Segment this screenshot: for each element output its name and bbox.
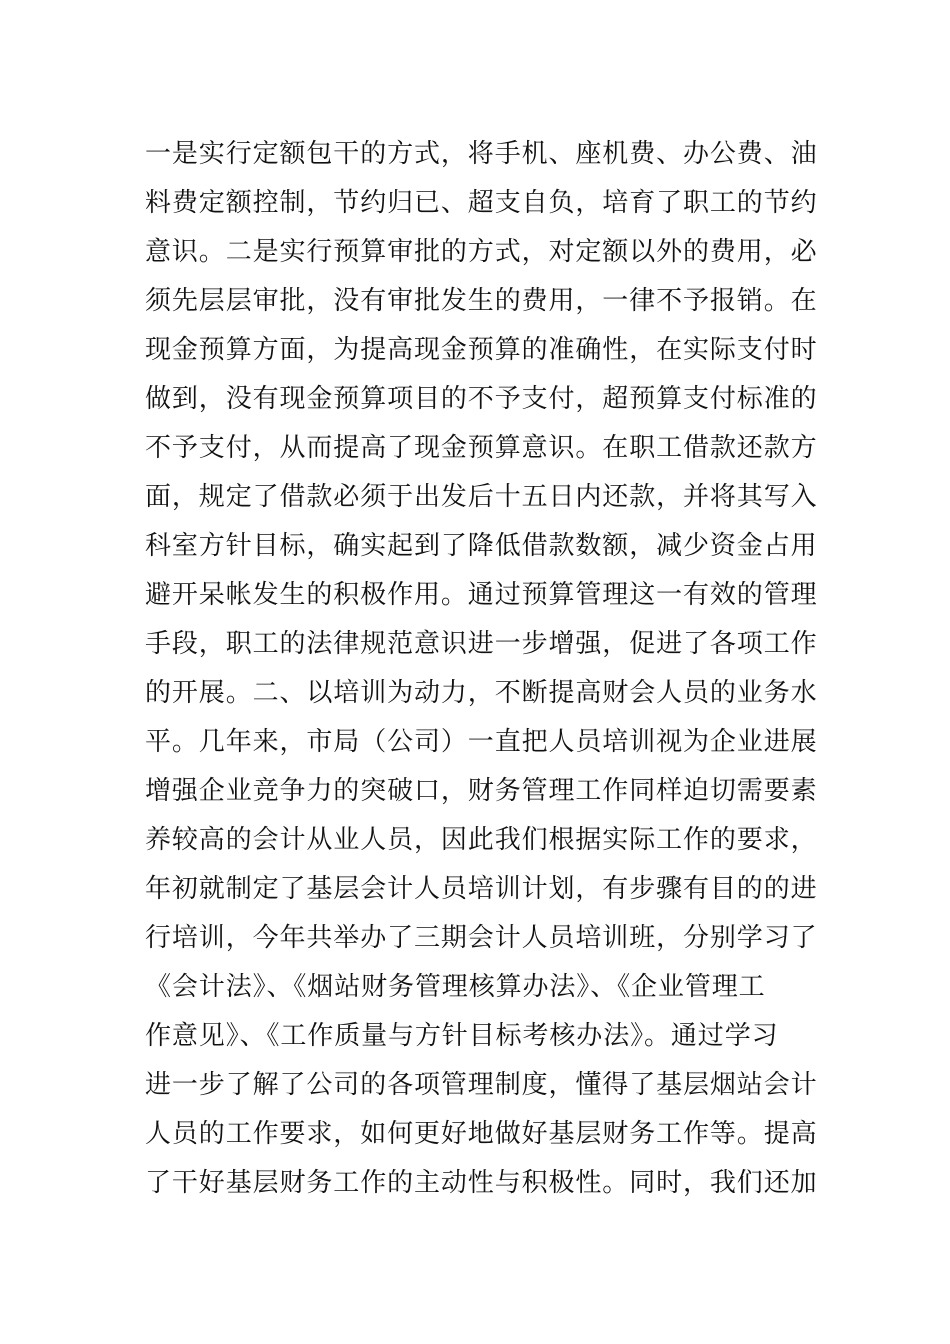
text-line: 了干好基层财务工作的主动性与积极性。同时，我们还加 — [145, 1168, 818, 1198]
text-line: 年初就制定了基层会计人员培训计划，有步骤有目的的进 — [145, 874, 818, 904]
text-line: 一是实行定额包干的方式，将手机、座机费、办公费、油 — [145, 139, 818, 169]
text-line: 人员的工作要求，如何更好地做好基层财务工作等。提高 — [145, 1119, 818, 1149]
text-line: 行培训，今年共举办了三期会计人员培训班，分别学习了 — [145, 923, 818, 953]
text-line: 须先层层审批，没有审批发生的费用，一律不予报销。在 — [145, 286, 818, 316]
text-line: 科室方针目标，确实起到了降低借款数额，减少资金占用 — [145, 531, 818, 561]
text-line: 不予支付，从而提高了现金预算意识。在职工借款还款方 — [145, 433, 818, 463]
text-line: 作意见》、《工作质量与方针目标考核办法》。通过学习 — [145, 1021, 779, 1051]
text-line: 现金预算方面，为提高现金预算的准确性，在实际支付时 — [145, 335, 818, 365]
text-line: 进一步了解了公司的各项管理制度，懂得了基层烟站会计 — [145, 1070, 818, 1100]
text-line: 意识。二是实行预算审批的方式，对定额以外的费用，必 — [145, 237, 818, 267]
text-line: 《会计法》、《烟站财务管理核算办法》、《企业管理工 — [145, 972, 766, 1002]
body-text — [145, 130, 818, 1208]
text-line: 的开展。二、以培训为动力，不断提高财会人员的业务水 — [145, 678, 818, 708]
text-line: 避开呆帐发生的积极作用。通过预算管理这一有效的管理 — [145, 580, 818, 610]
text-line: 养较高的会计从业人员，因此我们根据实际工作的要求， — [145, 825, 818, 855]
text-line: 面，规定了借款必须于出发后十五日内还款，并将其写入 — [145, 482, 818, 512]
text-line: 平。几年来，市局（公司）一直把人员培训视为企业进展 — [145, 727, 818, 757]
text-line: 手段，职工的法律规范意识进一步增强，促进了各项工作 — [145, 629, 818, 659]
text-line: 料费定额控制，节约归已、超支自负，培育了职工的节约 — [145, 188, 818, 218]
text-line: 做到，没有现金预算项目的不予支付，超预算支付标准的 — [145, 384, 818, 414]
text-line: 增强企业竞争力的突破口，财务管理工作同样迫切需要素 — [145, 776, 818, 806]
